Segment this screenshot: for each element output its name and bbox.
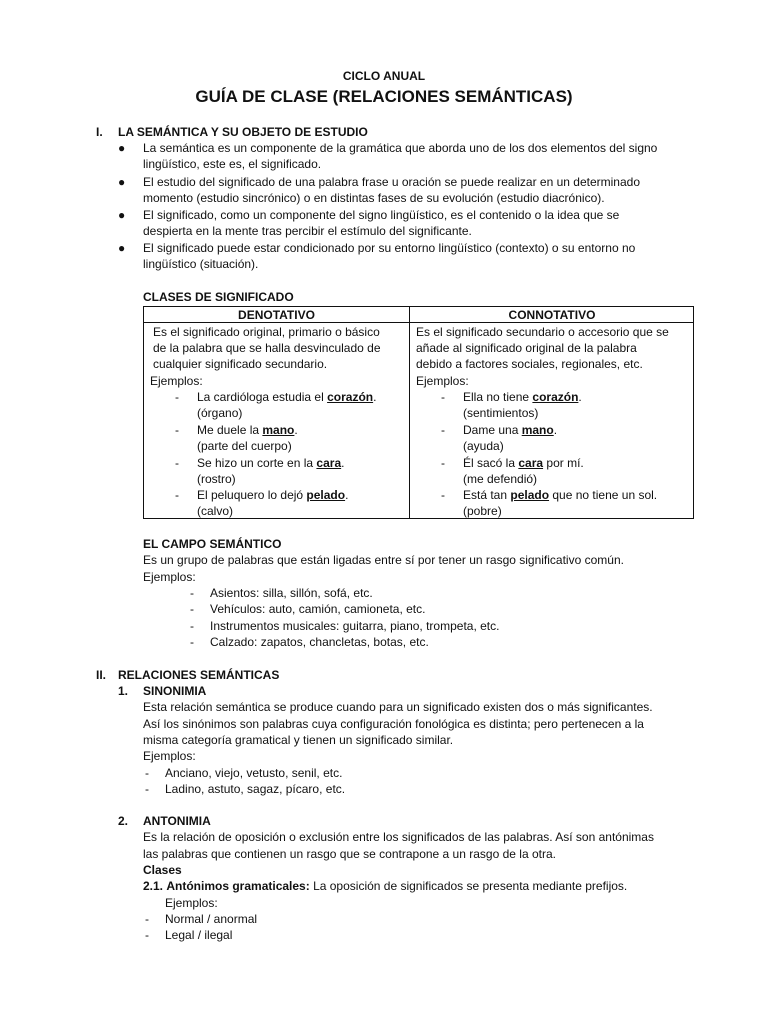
- campo-heading: EL CAMPO SEMÁNTICO: [143, 537, 282, 551]
- sinonimia-heading: SINONIMIA: [143, 684, 207, 698]
- campo-item-1: Asientos: silla, sillón, sofá, etc.: [210, 586, 373, 600]
- dash-icon: -: [175, 423, 179, 437]
- section-1-heading: LA SEMÁNTICA Y SU OBJETO DE ESTUDIO: [118, 125, 368, 139]
- page-title: GUÍA DE CLASE (RELACIONES SEMÁNTICAS): [195, 87, 573, 106]
- campo-definition: Es un grupo de palabras que están ligadas entre sí por tener un rasgo significativo común.: [143, 553, 624, 567]
- bullet-1-line-2: lingüístico, este es, el significado.: [143, 157, 322, 171]
- sinonimia-line-1: Esta relación semántica se produce cuando para un significado existen dos o más significantes.: [143, 700, 653, 714]
- denotativo-note-4: (calvo): [197, 504, 234, 518]
- bullet-3-line-1: El significado, como un componente del signo lingüístico, es el contenido o la idea que se: [143, 208, 620, 222]
- denotativo-note-2: (parte del cuerpo): [197, 439, 292, 453]
- dash-icon: -: [441, 390, 445, 404]
- sinonimia-line-3: misma categoría gramatical y tienen un significado similar.: [143, 733, 454, 747]
- connotativo-example-1: Ella no tiene corazón.: [463, 390, 582, 404]
- dash-icon: -: [175, 488, 179, 502]
- denotativo-note-3: (rostro): [197, 472, 236, 486]
- cycle-label: CICLO ANUAL: [342, 69, 426, 83]
- bullet-icon: ●: [118, 208, 126, 222]
- bullet-icon: ●: [118, 241, 126, 255]
- dash-icon: -: [145, 928, 149, 942]
- denotativo-example-2: Me duele la mano.: [197, 423, 298, 437]
- dash-icon: -: [441, 488, 445, 502]
- dash-icon: -: [175, 390, 179, 404]
- dash-icon: -: [190, 635, 194, 649]
- dash-icon: -: [190, 602, 194, 616]
- connotativo-example-4: Está tan pelado que no tiene un sol.: [463, 488, 658, 502]
- section-2-number: II.: [96, 668, 107, 682]
- dash-icon: -: [190, 586, 194, 600]
- bullet-2-line-2: momento (estudio sincrónico) o en distintas fases de su evolución (estudio diacrónico).: [143, 191, 605, 205]
- denotativo-desc-3: cualquier significado secundario.: [153, 357, 328, 371]
- campo-examples-label: Ejemplos:: [143, 570, 196, 584]
- connotativo-example-2: Dame una mano.: [463, 423, 558, 437]
- dash-icon: -: [441, 423, 445, 437]
- connotativo-desc-2: añade al significado original de la palabra: [416, 341, 637, 355]
- connotativo-example-3: Él sacó la cara por mí.: [463, 456, 584, 470]
- dash-icon: -: [145, 782, 149, 796]
- connotativo-desc-1: Es el significado secundario o accesorio que se: [416, 325, 669, 339]
- connotativo-header: CONNOTATIVO: [508, 308, 596, 322]
- connotativo-note-1: (sentimientos): [463, 406, 539, 420]
- antonimia-number: 2.: [118, 814, 129, 828]
- table-divider: [409, 307, 410, 518]
- antonimia-examples-label: Ejemplos:: [165, 896, 218, 910]
- antonimia-item-2: Legal / ilegal: [165, 928, 233, 942]
- bullet-2-line-1: El estudio del significado de una palabra frase u oración se puede realizar en un determinado: [143, 175, 640, 189]
- bullet-4-line-2: lingüístico (situación).: [143, 257, 259, 271]
- bullet-3-line-2: despierta en la mente tras percibir el estímulo del significante.: [143, 224, 472, 238]
- antonimia-clases-label: Clases: [143, 863, 182, 877]
- sinonimia-examples-label: Ejemplos:: [143, 749, 196, 763]
- dash-icon: -: [145, 766, 149, 780]
- antonimia-heading: ANTONIMIA: [143, 814, 211, 828]
- denotativo-example-3: Se hizo un corte en la cara.: [197, 456, 345, 470]
- denotativo-example-1: La cardióloga estudia el corazón.: [197, 390, 377, 404]
- campo-item-4: Calzado: zapatos, chancletas, botas, etc.: [210, 635, 429, 649]
- denotativo-desc-2: de la palabra que se halla desvinculado de: [153, 341, 381, 355]
- antonimia-subsection: 2.1. Antónimos gramaticales: La oposición de significados se presenta mediante prefijos.: [143, 879, 628, 893]
- dash-icon: -: [441, 456, 445, 470]
- bullet-4-line-1: El significado puede estar condicionado por su entorno lingüístico (contexto) o su entorno no: [143, 241, 636, 255]
- dash-icon: -: [175, 456, 179, 470]
- antonimia-item-1: Normal / anormal: [165, 912, 258, 926]
- antonimia-line-1: Es la relación de oposición o exclusión entre los significados de las palabras. Así son antónimas: [143, 830, 654, 844]
- connotativo-examples-label: Ejemplos:: [416, 374, 469, 388]
- meaning-table: [143, 306, 694, 519]
- denotativo-header: DENOTATIVO: [238, 308, 315, 322]
- sinonimia-item-2: Ladino, astuto, sagaz, pícaro, etc.: [165, 782, 346, 796]
- section-2-heading: RELACIONES SEMÁNTICAS: [118, 668, 280, 682]
- denotativo-note-1: (órgano): [197, 406, 243, 420]
- sinonimia-item-1: Anciano, viejo, vetusto, senil, etc.: [165, 766, 343, 780]
- clases-heading: CLASES DE SIGNIFICADO: [143, 290, 294, 304]
- sinonimia-number: 1.: [118, 684, 129, 698]
- campo-item-2: Vehículos: auto, camión, camioneta, etc.: [210, 602, 426, 616]
- dash-icon: -: [145, 912, 149, 926]
- connotativo-note-4: (pobre): [463, 504, 502, 518]
- connotativo-note-3: (me defendió): [463, 472, 538, 486]
- connotativo-note-2: (ayuda): [463, 439, 504, 453]
- dash-icon: -: [190, 619, 194, 633]
- bullet-1-line-1: La semántica es un componente de la gramática que aborda uno de los dos elementos del signo: [143, 141, 658, 155]
- denotativo-desc-1: Es el significado original, primario o básico: [153, 325, 380, 339]
- section-1-number: I.: [96, 125, 103, 139]
- denotativo-examples-label: Ejemplos:: [150, 374, 203, 388]
- bullet-icon: ●: [118, 175, 126, 189]
- antonimia-line-2: las palabras que contienen un rasgo que se contrapone a un rasgo de la otra.: [143, 847, 556, 861]
- sinonimia-line-2: Así los sinónimos son palabras cuya configuración fonológica es distinta; pero pertenecen a la: [143, 717, 644, 731]
- campo-item-3: Instrumentos musicales: guitarra, piano, trompeta, etc.: [210, 619, 500, 633]
- denotativo-example-4: El peluquero lo dejó pelado.: [197, 488, 349, 502]
- connotativo-desc-3: debido a factores sociales, regionales, etc.: [416, 357, 643, 371]
- bullet-icon: ●: [118, 141, 126, 155]
